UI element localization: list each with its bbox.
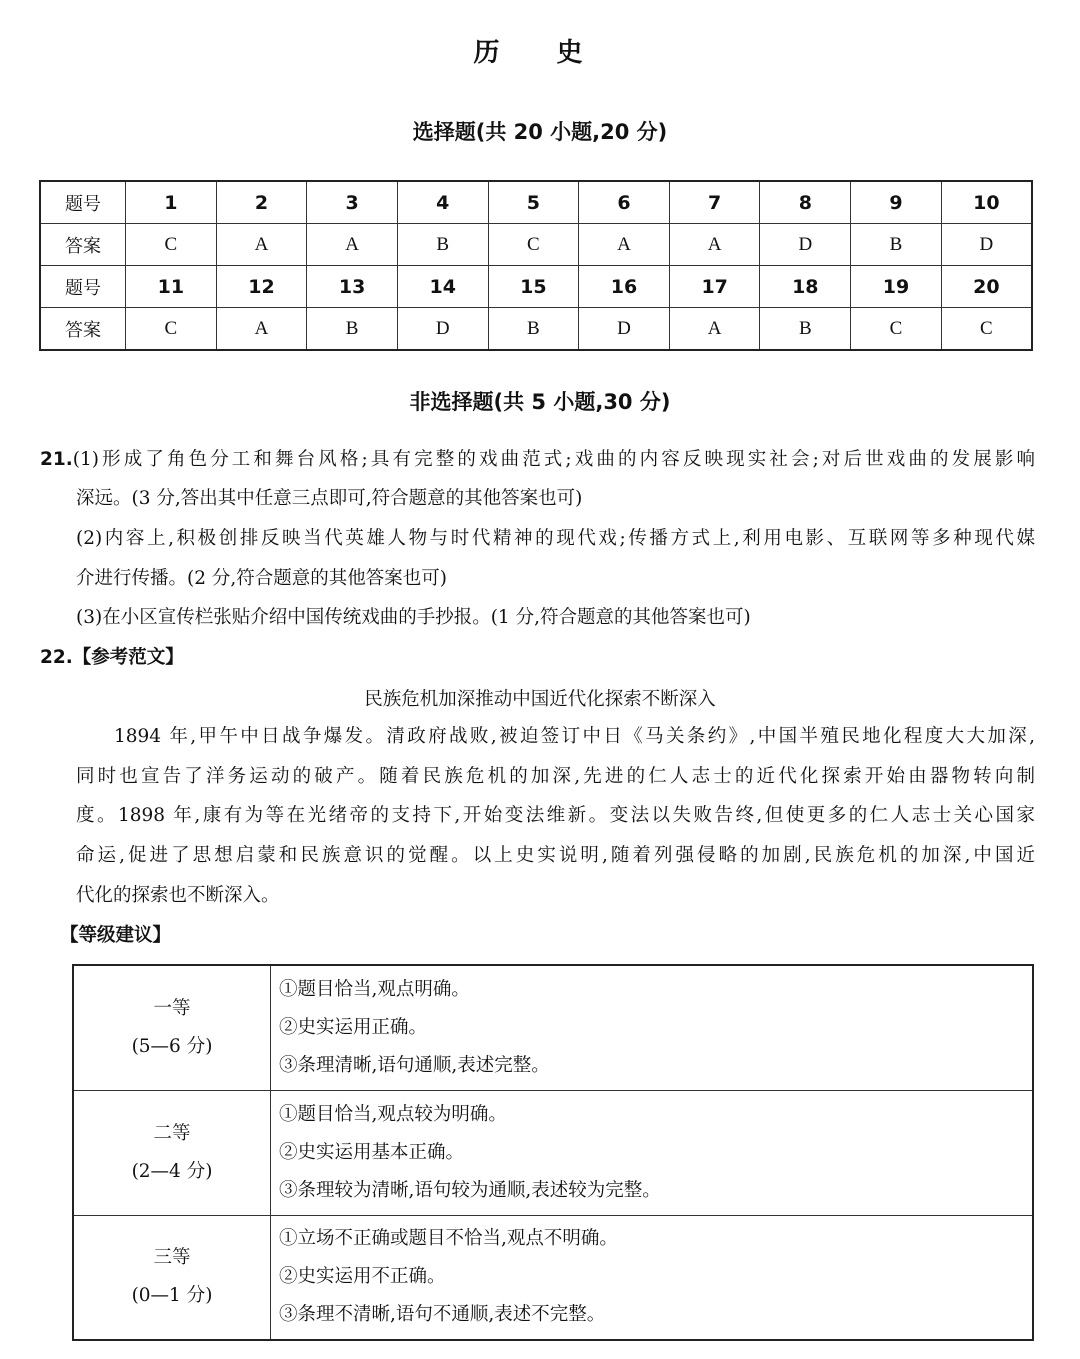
answer-cell: B xyxy=(488,308,579,351)
answer-cell: A xyxy=(579,224,670,266)
grade-row xyxy=(73,965,1033,1090)
question-number: 13 xyxy=(307,266,398,308)
q21-number: 21. xyxy=(40,449,73,470)
grade-level-cell xyxy=(73,1215,271,1340)
grade-score: (5—6 分) xyxy=(131,1035,213,1057)
q22-label: 【参考范文】 xyxy=(72,647,184,668)
answer-cell: C xyxy=(488,224,579,266)
question-number: 12 xyxy=(216,266,307,308)
criterion: ②史实运用不正确。 xyxy=(279,1266,446,1288)
row-label-answer: 答案 xyxy=(40,224,126,266)
question-number: 18 xyxy=(760,266,851,308)
question-number: 9 xyxy=(851,181,942,224)
essay-line-2: 同时也宣告了洋务运动的破产。随着民族危机的加深,先进的仁人志士的近代化探索开始由器物转向制 xyxy=(76,766,1035,787)
answer-table xyxy=(39,180,1033,351)
criterion: ②史实运用基本正确。 xyxy=(279,1141,465,1163)
question-number: 14 xyxy=(397,266,488,308)
answer-cell: A xyxy=(307,224,398,266)
question-number: 2 xyxy=(216,181,307,224)
grade-criteria-cell xyxy=(271,965,1034,1090)
essay-line-1: 1894 年,甲午中日战争爆发。清政府战败,被迫签订中日《马关条约》,中国半殖民地化程度大大加深, xyxy=(114,726,1035,747)
question-number: 1 xyxy=(126,181,217,224)
grade-level-cell xyxy=(73,965,271,1090)
q21-line-5: (3)在小区宣传栏张贴介绍中国传统戏曲的手抄报。(1 分,符合题意的其他答案也可) xyxy=(76,607,751,628)
grade-score: (2—4 分) xyxy=(131,1160,213,1182)
q21-line-2: 深远。(3 分,答出其中任意三点即可,符合题意的其他答案也可) xyxy=(76,488,583,509)
number-row xyxy=(40,266,1032,308)
question-number: 10 xyxy=(941,181,1032,224)
row-label-answer: 答案 xyxy=(40,308,126,351)
nonmc-section-heading: 非选择题(共 5 小题,30 分) xyxy=(409,390,671,414)
grade-row xyxy=(73,1215,1033,1340)
answer-cell: A xyxy=(669,308,760,351)
criterion: ③条理清晰,语句通顺,表述完整。 xyxy=(279,1054,550,1076)
question-number: 4 xyxy=(397,181,488,224)
q22-header xyxy=(40,646,1035,670)
question-number: 19 xyxy=(851,266,942,308)
grade-row xyxy=(73,1090,1033,1215)
question-number: 3 xyxy=(307,181,398,224)
grade-label: 【等级建议】 xyxy=(60,925,172,946)
essay-line-3: 度。1898 年,康有为等在光绪帝的支持下,开始变法维新。变法以失败告终,但使更多的仁人志士关心国家 xyxy=(76,805,1035,826)
answer-cell: C xyxy=(126,308,217,351)
grade-criteria-cell xyxy=(271,1090,1034,1215)
answer-cell: C xyxy=(941,308,1032,351)
grade-level: 三等 xyxy=(153,1247,191,1269)
question-number: 6 xyxy=(579,181,670,224)
answer-cell: C xyxy=(126,224,217,266)
q21-line-1 xyxy=(40,448,1035,472)
row-label-number: 题号 xyxy=(40,266,126,308)
grade-level: 二等 xyxy=(153,1122,191,1144)
answer-cell: A xyxy=(216,224,307,266)
answer-cell: D xyxy=(760,224,851,266)
answer-row xyxy=(40,308,1032,351)
answer-cell: B xyxy=(307,308,398,351)
page-title: 历 史 xyxy=(473,38,607,68)
question-number: 16 xyxy=(579,266,670,308)
grade-score: (0—1 分) xyxy=(131,1285,213,1307)
criterion: ①题目恰当,观点明确。 xyxy=(279,978,470,1000)
criterion: ②史实运用正确。 xyxy=(279,1016,428,1038)
question-number: 15 xyxy=(488,266,579,308)
question-number: 11 xyxy=(126,266,217,308)
number-row xyxy=(40,181,1032,224)
answer-cell: D xyxy=(397,308,488,351)
answer-row xyxy=(40,224,1032,266)
q21-line-3: (2)内容上,积极创排反映当代英雄人物与时代精神的现代戏;传播方式上,利用电影、互联网等多种现代媒 xyxy=(76,528,1035,549)
criterion: ③条理不清晰,语句不通顺,表述不完整。 xyxy=(279,1304,606,1326)
grade-criteria-cell xyxy=(271,1215,1034,1340)
answer-cell: D xyxy=(941,224,1032,266)
answer-cell: B xyxy=(397,224,488,266)
question-number: 20 xyxy=(941,266,1032,308)
mc-section-heading: 选择题(共 20 小题,20 分) xyxy=(412,120,668,144)
answer-cell: A xyxy=(669,224,760,266)
answer-cell: A xyxy=(216,308,307,351)
grade-level-cell xyxy=(73,1090,271,1215)
answer-cell: B xyxy=(760,308,851,351)
question-number: 17 xyxy=(669,266,760,308)
question-number: 7 xyxy=(669,181,760,224)
criterion: ①立场不正确或题目不恰当,观点不明确。 xyxy=(279,1228,618,1250)
criterion: ③条理较为清晰,语句较为通顺,表述较为完整。 xyxy=(279,1179,661,1201)
essay-line-4: 命运,促进了思想启蒙和民族意识的觉醒。以上史实说明,随着列强侵略的加剧,民族危机的加深,中国近 xyxy=(76,845,1035,866)
answer-cell: D xyxy=(579,308,670,351)
grade-table xyxy=(72,964,1034,1341)
answer-cell: C xyxy=(851,308,942,351)
essay-title: 民族危机加深推动中国近代化探索不断深入 xyxy=(364,689,716,710)
answer-cell: B xyxy=(851,224,942,266)
row-label-number: 题号 xyxy=(40,181,126,224)
grade-level: 一等 xyxy=(153,997,191,1019)
q21-text: (1)形成了角色分工和舞台风格;具有完整的戏曲范式;戏曲的内容反映现实社会;对后世戏曲的发展影响 xyxy=(72,449,1035,470)
q22-number: 22. xyxy=(40,647,73,668)
question-number: 5 xyxy=(488,181,579,224)
essay-line-5: 代化的探索也不断深入。 xyxy=(76,885,280,906)
question-number: 8 xyxy=(760,181,851,224)
criterion: ①题目恰当,观点较为明确。 xyxy=(279,1103,507,1125)
q21-line-4: 介进行传播。(2 分,符合题意的其他答案也可) xyxy=(76,568,447,589)
